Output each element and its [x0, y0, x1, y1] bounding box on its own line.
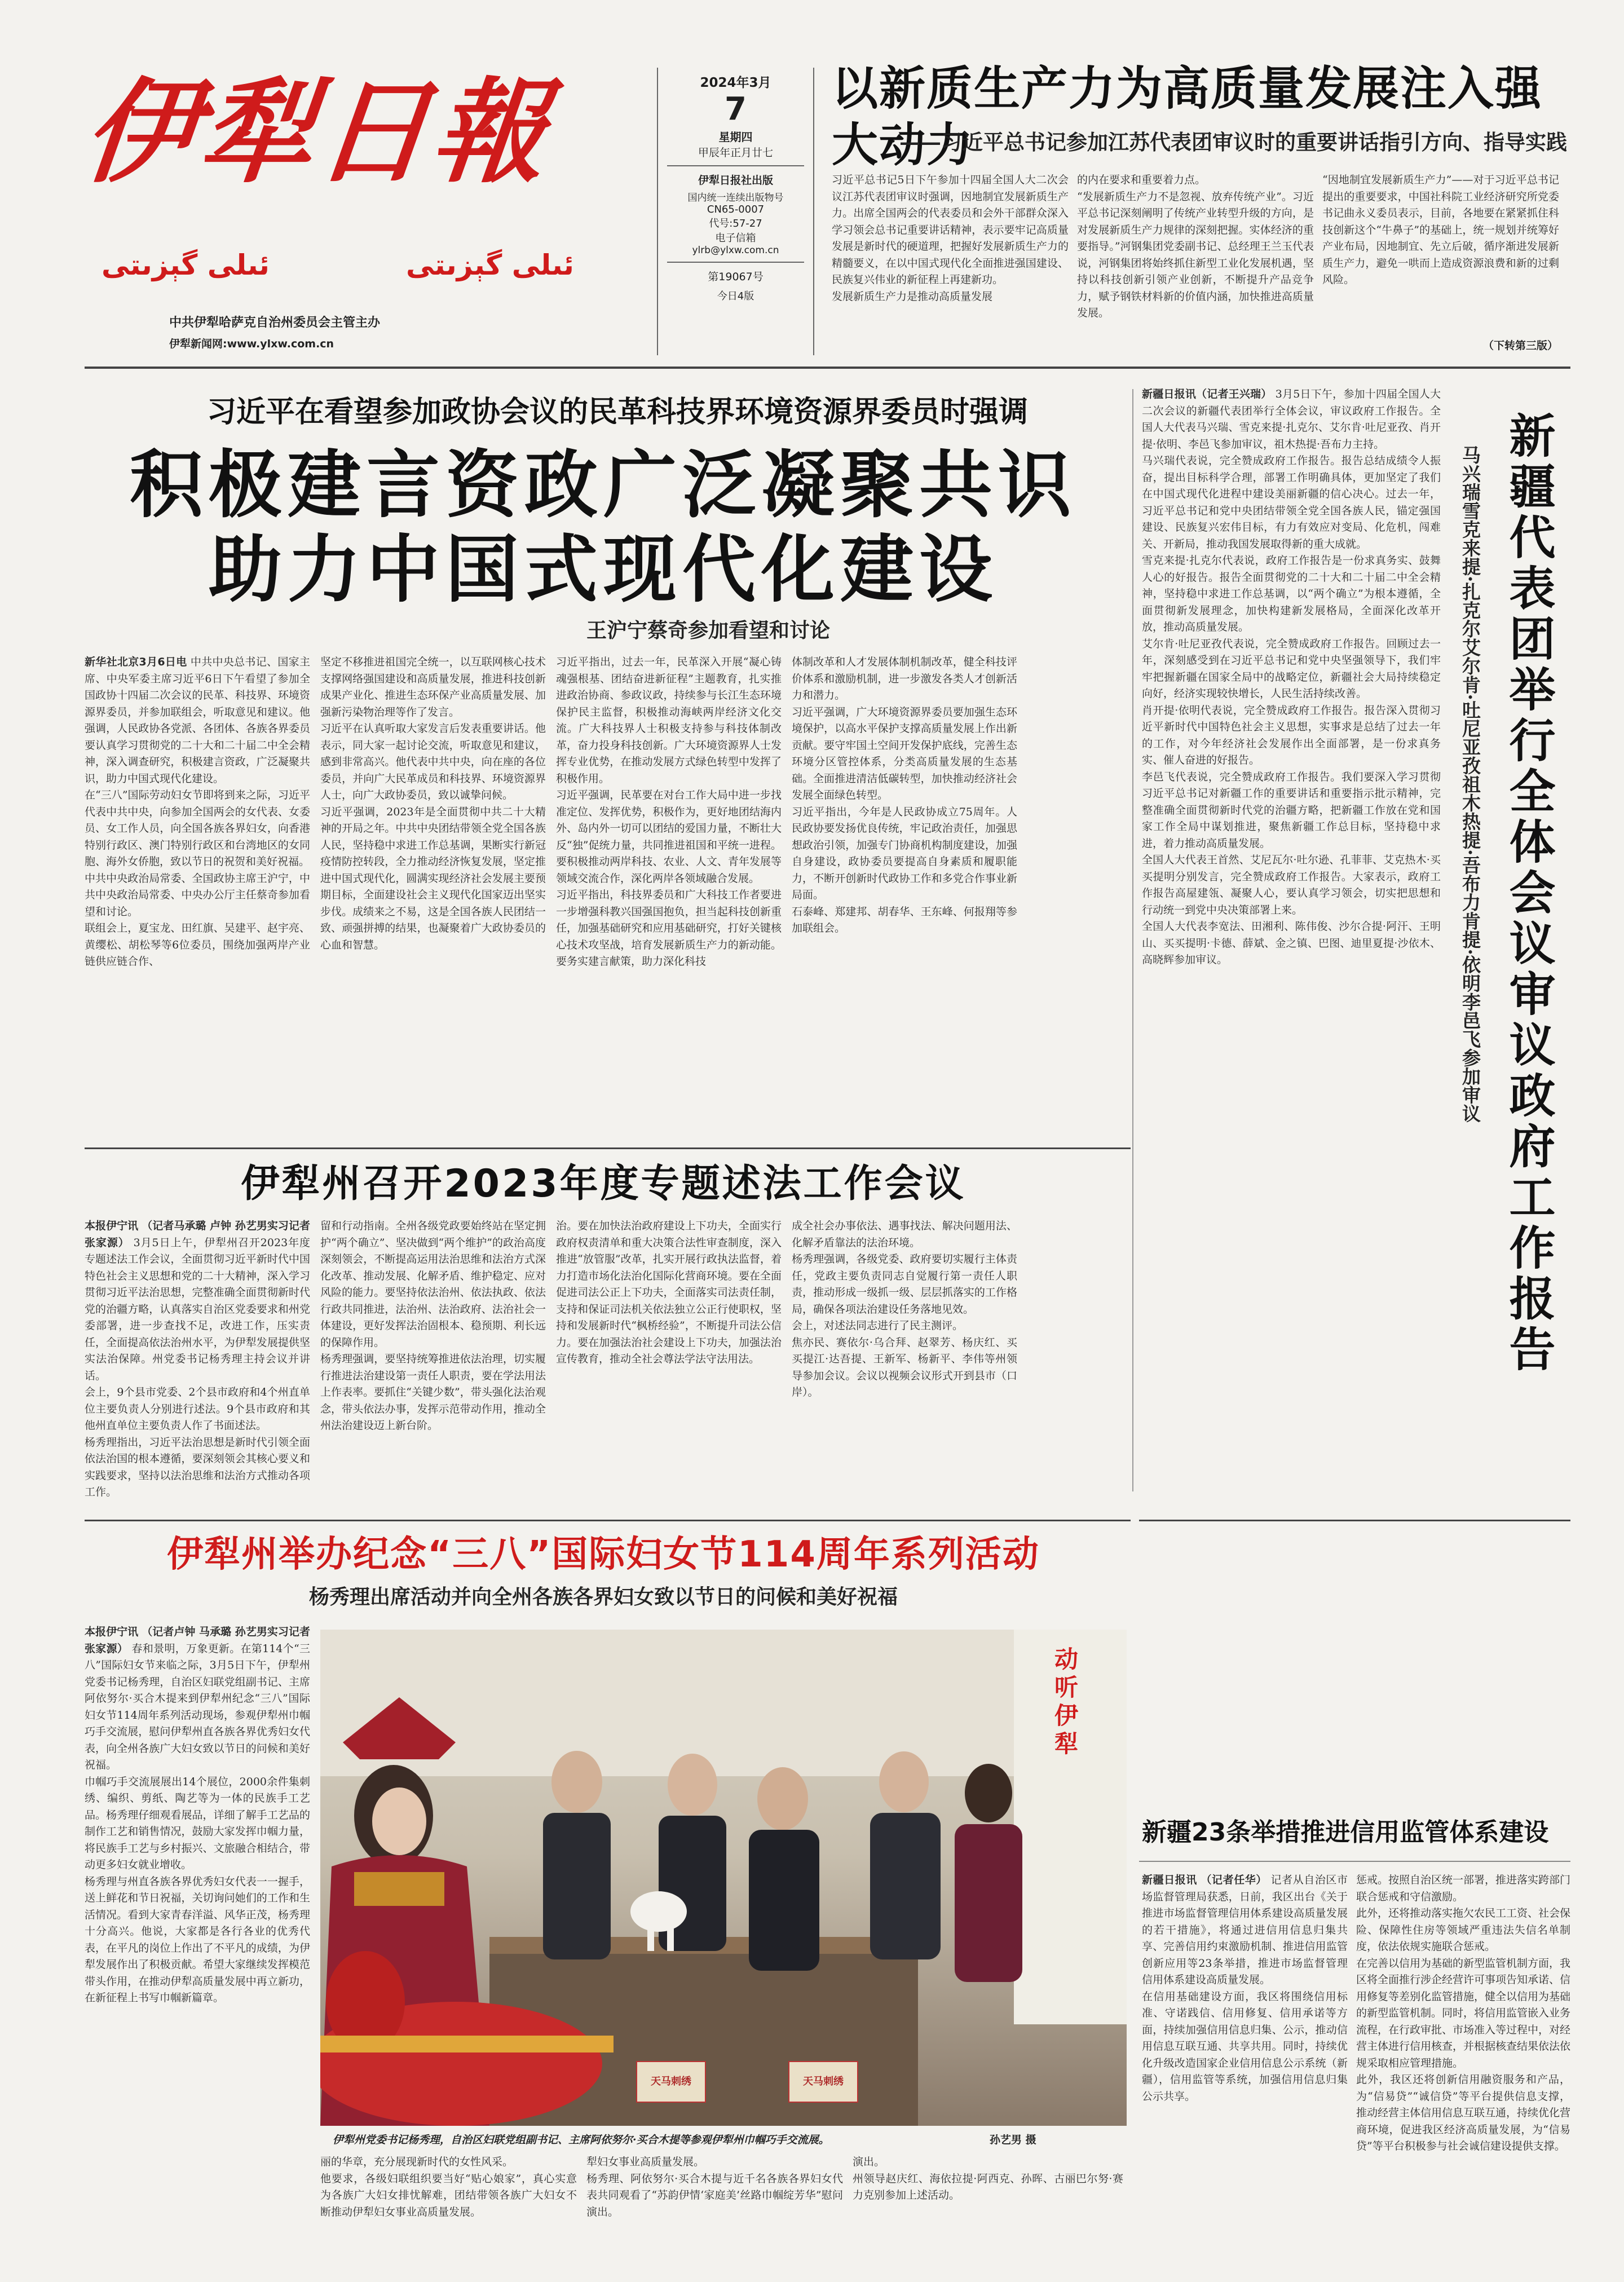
issue-date: 2024年3月 [700, 76, 771, 90]
credit-col-1 [1142, 1872, 1348, 2258]
lead-subhead: 王沪宁蔡奇参加看望和讨论 [586, 619, 831, 642]
top-story-col-3: “因地制宜发展新质生产力”——对于习近平总书记提出的重要要求，中国社科院工业经济研究所党委书记曲永义委员表示，目前，各地要在紧紧抓住科技创新这个“牛鼻子”的基础上，统一规划并统筹好产业布局，因地制宜、先立后破，循序渐进发展新质生产力，避免一哄而上造成资源浪费和新的过剩风险。 [1322, 174, 1559, 286]
masthead-website: 伊犁新闻网:www.ylxw.com.cn [169, 338, 334, 350]
sidebar-col [1142, 386, 1441, 1514]
womens-day-col-left-text: 春和景明，万象更新。在第114个“三八”国际妇女节来临之际，3月5日下午，伊犁州党委书记杨秀理，自治区妇联党组副书记、主席阿依努尔·买合木提来到伊犁州纪念“三八”国际妇女节114周年系列活动现场，参观伊犁州巾帼巧手交流展，慰问伊犁州直各族各界优秀妇女代表，向全州各族广大妇女致以节日的问候和美好祝福。 巾帼巧手交流展展出14个展位，2000余件集刺绣、编织、剪纸、陶艺等为一体的民族手工艺品。杨秀理仔细观看展品，详细了解手工艺品的制作工艺和销售情况，鼓励大家发挥巾帼力量，将民族手工艺与乡村振兴、文旅融合相结合，带动更多妇女就业增收。 杨秀理与州直各族各界优秀妇女代表一一握手，送上鲜花和节日祝福，关切询问她们的工作和生活情况。看到大家青春洋溢、风华正茂，杨秀理十分高兴。他说，大家都是各行各业的优秀代表，在平凡的岗位上作出了不平凡的成绩，为伊犁发展作出了积极贡献。希望大家继续发挥模范带头作用，在推动伊犁高质量发展中再立新功，在新征程上书写巾帼新篇章。 [85, 1642, 310, 2004]
rule-of-law-col-3: 治。要在加快法治政府建设上下功夫，全面实行政府权责清单和重大决策合法性审查制度，深入推进“放管服”改革，扎实开展行政执法监督，着力打造市场化法治化国际化营商环境。要在全面促进司法公正上下功夫，全面落实司法责任制，支持和保证司法机关依法独立公正行使职权，坚持和发展新时代“枫桥经验”，不断提升司法公信力。要在加强法治社会建设上下功夫，加强法治宣传教育，推动全社会尊法学法守法用法。 [556, 1220, 782, 1365]
rule-of-law-title: 伊犁州召开2023年度专题述法工作会议 [241, 1162, 966, 1206]
lead-kicker: 习近平在看望参加政协会议的民革科技界环境资源界委员时强调 [206, 395, 1028, 429]
issue-number: 第19067号 [708, 271, 764, 283]
top-story-col-2: 的内在要求和重要着力点。 “发展新质生产力不是忽视、放弃传统产业”。习近平总书记深刻阐明了传统产业转型升级的方向，是对发展新质生产力规律的深刻把握。实体经济的重要指导。”河钢集团党委副书记、总经理王兰玉代表说，河钢集团将始终抓住新型工业化发展机遇，坚持以科技创新引领产业创新，不断提升产品竞争力，赋予钢铁材料新的价值内涵，加快推进高质量发展。 [1077, 174, 1314, 319]
issue-email: ylrb@ylxw.com.cn [692, 245, 779, 256]
rule-of-law-lead: 本报伊宁讯 [85, 1220, 139, 1232]
rule-of-law-byline: （记者马承璐 卢钟 孙艺男实习记者张家源） [85, 1220, 310, 1249]
credit-col-1-text: 记者从自治区市场监督管理局获悉，日前，我区出台《关于推进市场监督管理信用体系建设高质量发展的若干措施》，将通过进信用信息归集共享、完善信用约束激励机制、推进信用监管创新应用等23条举措，推进市场监督管理信用体系建设高质量发展。 在信用基础建设方面，我区将围绕信用标准、守诺践信、信用修复、信用承诺等方面，持续加强信用信息归集、公示，推动信用信息互联互通、共享共用。同时，持续优化升级改造国家企业信用信息公示系统（新疆），信用监管等系统，加强信用信息归集公示共享。 [1142, 1874, 1348, 2103]
issue-cn-number: CN65-0007 [707, 204, 765, 215]
issue-info-box [657, 68, 814, 355]
issue-code: 代号:57-27 [709, 218, 762, 229]
lead-headline-1: 积极建言资政广泛凝聚共识 [129, 442, 1077, 528]
lead-col-1-text: 中共中央总书记、国家主席、中央军委主席习近平6日下午看望了参加全国政协十四届二次会议的民革、科技界、环境资源界委员，并参加联组会，听取意见和建议。他强调，人民政协各党派、各团体、各族各界委员要认真学习贯彻党的二十大和二十届二中全会精神，深入调查研究，积极建言资政，广泛凝聚共识，助力中国式现代化建设。 在“三八”国际劳动妇女节即将到来之际，习近平代表中共中央，向参加全国两会的女代表、女委员、女工作人员，向全国各族各界妇女，向香港特别行政区、澳门特别行政区和台湾地区的女同胞、海外女侨胞，致以节日的祝贺和美好祝福。 中共中央政治局常委、全国政协主席王沪宁，中共中央政治局常委、中央办公厅主任蔡奇参加看望和讨论。 联组会上，夏宝龙、田红旗、吴建平、赵宇亮、黄缨松、胡松琴等6位委员，围绕加强两岸产业链供应链合作、 [85, 656, 310, 968]
sidebar-lead: 新疆日报讯（记者王兴瑞） [1142, 388, 1272, 400]
credit-col-2: 惩戒。按照自治区统一部署，推进落实跨部门联合惩戒和守信激励。 此外，还将推动落实拖欠农民工工资、社会保险、保障性住房等领域严重违法失信名单制度，依法依规实施联合惩戒。 在完善以信用为基础的新型监管机制方面，我区将全面推行涉企经营许可事项告知承诺、信用修复等差别化监管措施，健全以信用为基础的新型监管机制。同时，将信用监管嵌入业务流程，在行政审批、市场准入等过程中，对经营主体进行信用核查，并根据核查结果依法依规采取相应管理措施。 此外，我区还将创新信用融资服务和产品，为“信易贷”“诚信贷”等平台提供信息支撑，推动经营主体信用信息互联互通，持续优化营商环境，促进我区经济高质量发展，为“信易贷”等平台积极参与社会诚信建设提供支撑。 [1356, 1874, 1570, 2152]
womens-day-title: 伊犁州举办纪念“三八”国际妇女节114周年系列活动 [167, 1534, 1040, 1575]
issue-pages: 今日4版 [717, 290, 754, 302]
lead-col-3: 习近平指出，过去一年，民革深入开展“凝心铸魂强根基、团结奋进新征程”主题教育，扎实推进政治协商、参政议政，持续参与长江生态环境保护民主监督，积极推动海峡两岸经济文化交流。广大科技界人士积极支持参与科技体制改革，奋力投身科技创新。广大环境资源界人士发挥专业优势，在推动发展方式绿色转型中发挥了积极作用。 习近平强调，民革要在对台工作大局中进一步找准定位、发挥优势，积极作为，更好地团结海内外、岛内外一切可以团结的爱国力量，不断壮大反“独”促统力量，共同推进祖国和平统一进程。要积极推动两岸科技、农业、人文、青年发展等领域交流合作，深化两岸各领域融合发展。 习近平指出，科技界委员和广大科技工作者要进一步增强科教兴国强国抱负，担当起科技创新重任，加强基础研究和应用基础研究，打好关键核心技术攻坚战，培育发展新质生产力的新动能。要务实建言献策，助力深化科技 [556, 656, 782, 968]
issue-email-label: 电子信箱 [715, 232, 756, 244]
issue-day: 7 [725, 91, 747, 127]
rule-of-law-col-2: 留和行动指南。全州各级党政要始终站在坚定拥护“两个确立”、坚决做到“两个维护”的政治高度深刻领会，不断提高运用法治思维和法治方式深化改革、推动发展、化解矛盾、维护稳定、应对风险的能力。要坚持依法治州、依法执政、依法行政共同推进，法治州、法治政府、法治社会一体建设，更好发挥法治固根本、稳预期、利长远的保障作用。 杨秀理强调，要坚持统筹推进依法治理，切实履行推进法治建设第一责任人职责，要在学法用法上作表率。要抓住“关键少数”，带头强化法治观念，带头依法办事，发挥示范带动作用，推动全州法治建设迈上新台阶。 [320, 1220, 546, 1432]
masthead-sponsor: 中共伊犁哈萨克自治州委员会主管主办 [169, 316, 381, 330]
credit-lead: 新疆日报讯 [1142, 1874, 1197, 1886]
womens-day-photo [320, 1630, 1127, 2126]
womens-day-col-b3: 演出。 州领导赵庆红、海依拉提·阿西克、孙晖、古丽巴尔努·赛力克别参加上述活动。 [853, 2156, 1123, 2201]
womens-day-photo-scene [320, 1630, 1127, 2126]
womens-day-photo-caption: 伊犁州党委书记杨秀理，自治区妇联党组副书记、主席阿依努尔·买合木提等参观伊犁州巾帼巧手交流展。 [333, 2134, 829, 2146]
womens-day-byline: （记者卢钟 马承璐 孙艺男实习记者张家源） [85, 1626, 310, 1655]
masthead-uyghur-right: ئىلى گېزىتى [406, 249, 574, 281]
masthead-uyghur-left: ئىلى گېزىتى [102, 249, 270, 281]
masthead-logo: 伊犁日報 [77, 66, 557, 198]
lead-col-2: 坚定不移推进祖国完全统一，以互联网核心技术支撑网络强国建设和高质量发展，推进科技创新成果产业化、推进生态环保产业高质量发展、加强新污染物治理等作了发言。 习近平在认真听取大家发言后发表重要讲话。他表示，同大家一起讨论交流，听取意见和建议，感到非常高兴。他代表中共中央，向在座的各位委员，并向广大民革成员和科技界、环境资源界人士，向广大政协委员，致以诚挚问候。 习近平强调，2023年是全面贯彻中共二十大精神的开局之年。中共中央团结带领全党全国各族人民，坚持稳中求进工作总基调，果断实行新冠疫情防控转段，全力推动经济恢复发展，坚定推进中国式现代化，圆满实现经济社会发展主要预期目标，全面建设社会主义现代化国家迈出坚实步伐。成绩来之不易，这是全国各族人民团结一致、顽强拼搏的结果，也凝聚着广大政协委员的心血和智慧。 [320, 656, 546, 951]
top-story-col-1: 习近平总书记5日下午参加十四届全国人大二次会议江苏代表团审议时强调，因地制宜发展新质生产力。出席全国两会的代表委员和会外干部群众深入学习领会总书记重要讲话精神，表示要牢记高质量发展是新时代的硬道理，把握好发展新质生产力的精髓要义，在以中国式现代化全面推进强国建设、民族复兴伟业的新征程上再建新功。 发展新质生产力是推动高质量发展 [832, 174, 1069, 303]
womens-day-photo-credit: 孙艺男 摄 [990, 2134, 1036, 2146]
top-story-title: 以新质生产力为高质量发展注入强大动力 [832, 62, 1543, 172]
womens-day-subtitle: 杨秀理出席活动并向全州各族各界妇女致以节日的问候和美好祝福 [308, 1586, 898, 1609]
womens-day-col-b1: 丽的华章，充分展现新时代的女性风采。 他要求，各级妇联组织要当好“贴心娘家”，真心实意为各族广大妇女排忧解难，团结带领各族广大妇女不断推动伊犁妇女事业高质量发展。 [320, 2156, 577, 2218]
sidebar-vertical-subtitle: 马兴瑞雪克来提·扎克尔艾尔肯·吐尼亚孜祖木热提·吾布力肯提·依明李邑飞参加审议 [1459, 445, 1481, 1123]
lead-dateline: 新华社北京3月6日电 [85, 656, 187, 668]
lead-col-4: 体制改革和人才发展体制机制改革，健全科技评价体系和激励机制，进一步激发各类人才创新活力和潜力。 习近平强调，广大环境资源界委员要加强生态环境保护，以高水平保护支撑高质量发展上作出新贡献。要守牢国土空间开发保护底线，完善生态环境分区管控体系，分类高质量发展的生态基础。全面推进清洁低碳转型，加快推动经济社会发展全面绿色转型。 习近平指出，今年是人民政协成立75周年。人民政协要发扬优良传统，牢记政治责任，加强思想政治引领，加强专门协商机构制度建设，加强自身建设，政协委员要提高自身素质和履职能力，不断开创新时代政协工作和多党合作事业新局面。 石泰峰、郑建邦、胡春华、王东峰、何报翔等参加联组会。 [792, 656, 1017, 934]
booth-sign-2: 天马刺绣 [788, 2061, 858, 2103]
lead-headline-2: 助力中国式现代化建设 [208, 527, 998, 612]
rule-of-law-col-1-text: 3月5日上午，伊犁州召开2023年度专题述法工作会议，全面贯彻习近平新时代中国特色社会主义思想和党的二十大精神，深入学习贯彻习近平法治思想，完整准确全面贯彻新时代党的治疆方略，认真落实自治区党委要求和州党委部署，进一步查找不足，改进工作，压实责任，全面提高依法治州水平，为伊犁发展提供坚实法治保障。州党委书记杨秀理主持会议并讲话。 会上，9个县市党委、2个县市政府和4个州直单位主要负责人分别进行述法。9个县市政府和其他州直单位主要负责人作了书面述法。 杨秀理指出，习近平法治思想是新时代引领全面依法治国的根本遵循，要深刻领会其核心要义和实践要求，坚持以法治思维和法治方式推动各项工作。 [85, 1236, 310, 1498]
sidebar-vertical-title: 新疆代表团举行全体会议审议政府工作报告 [1502, 412, 1555, 1376]
womens-day-col-left [85, 1624, 310, 2258]
credit-byline: （记者任华） [1201, 1874, 1267, 1886]
issue-lunar: 甲辰年正月廿七 [698, 147, 773, 159]
womens-day-lead: 本报伊宁讯 [85, 1626, 139, 1638]
issue-cn-label: 国内统一连续出版物号 [687, 192, 784, 204]
top-story-continued: （下转第三版） [1483, 339, 1559, 352]
rule-of-law-col-1 [85, 1218, 310, 1511]
sidebar-text: 3月5日下午，参加十四届全国人大二次会议的新疆代表团举行全体会议，审议政府工作报告。全国人大代表马兴瑞、雪克来提·扎克尔、艾尔肯·吐尼亚孜、肖开提·依明、李邑飞参加审议，祖木热提·吾布力主持。 马兴瑞代表说，完全赞成政府工作报告。报告总结成绩令人振奋，提出目标科学合理，部署工作明确具体，更加坚定了我们在中国式现代化进程中建设美丽新疆的信心决心。过去一年，习近平总书记和党中央团结带领全党全国各族人民，锚定强国建设、民族复兴宏伟目标，有力有效应对变局、化危机，闯难关、开新局，推动我国发展取得新的重大成就。 雪克来提·扎克尔代表说，政府工作报告是一份求真务实、鼓舞人心的好报告。报告全面贯彻党的二十大和二十届二中全会精神，坚持稳中求进工作总基调，以“两个确立”为根本遵循，全面贯彻新发展理念，加快构建新发展格局，全面深化改革开放，推动高质量发展。 艾尔肯·吐尼亚孜代表说，完全赞成政府工作报告。回顾过去一年，深刻感受到在习近平总书记和党中央坚强领导下，我们牢牢把握新疆在国家全局中的战略定位，新疆社会大局持续稳定向好，经济实现较快增长，人民生活持续改善。 肖开提·依明代表说，完全赞成政府工作报告。报告深入贯彻习近平新时代中国特色社会主义思想，实事求是总结了过去一年的工作，对今年经济社会发展作出全面部署，是一份求真务实、催人奋进的好报告。 李邑飞代表说，完全赞成政府工作报告。我们要深入学习贯彻习近平总书记对新疆工作的重要讲话和重要指示批示精神，完整准确全面贯彻新时代党的治疆方略，把新疆工作放在党和国家工作全局中谋划推进，聚焦新疆工作总目标，坚持稳中求进，着力推动高质量发展。 全国人大代表王首然、艾尼瓦尔·吐尔逊、孔菲菲、艾克热木·买买提明分别发言，完全赞成政府工作报告。大家表示，政府工作报告高屋建瓴、凝聚人心，要认真学习领会，切实把思想和行动统一到党中央决策部署上来。 全国人大代表李宽法、田湘利、陈伟俊、沙尔合提·阿汗、王明山、买买提明·卡德、薛斌、金之镇、巴图、迪里夏提·沙依木、高晓辉参加审议。 [1142, 388, 1441, 966]
lead-col-1 [85, 654, 310, 1136]
booth-sign-1: 天马刺绣 [636, 2061, 706, 2103]
booth-banner: 动听伊犁 [1051, 1647, 1079, 1759]
top-story-subtitle: ——习近平总书记参加江苏代表团审议时的重要讲话指引方向、指导实践 [899, 130, 1567, 155]
issue-weekday: 星期四 [718, 130, 753, 144]
issue-publisher: 伊犁日报社出版 [698, 174, 773, 187]
womens-day-col-b2: 犁妇女事业高质量发展。 杨秀理、阿依努尔·买合木提与近千名各族各界妇女代表共同观看了“苏韵伊情‘家庭美’丝路巾帼绽芳华”慰问演出。 [586, 2156, 843, 2218]
credit-title: 新疆23条举措推进信用监管体系建设 [1142, 1818, 1549, 1847]
rule-of-law-col-4: 成全社会办事依法、遇事找法、解决问题用法、化解矛盾靠法的法治环境。 杨秀理强调，各级党委、政府要切实履行主体责任，党政主要负责同志自觉履行第一责任人职责，推动形成一级抓一级、层层抓落实的工作格局，确保各项法治建设任务落地见效。 会上，对述法同志进行了民主测评。 焦亦民、赛依尔·乌合拜、赵翠芳、杨庆红、买买提江·达吾提、王新军、杨新平、李伟等州领导参加会议。会议以视频会议形式开到县市（口岸）。 [792, 1220, 1017, 1398]
